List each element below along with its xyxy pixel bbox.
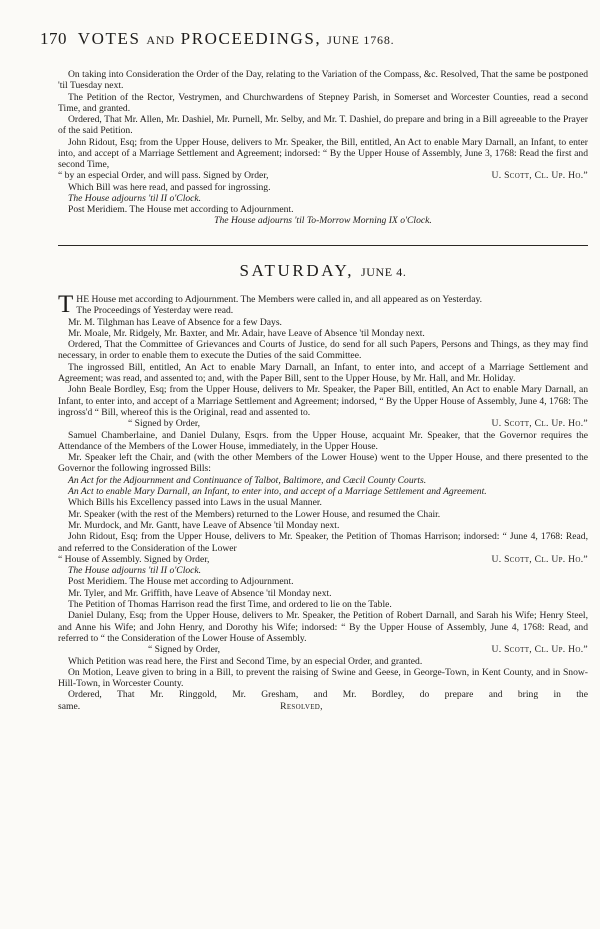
page-number: 170 (40, 29, 67, 48)
opening-paragraph: THE House met according to Adjournment. The Members were called in, and all appeared as on Yesterday. (58, 291, 483, 318)
day-heading: SATURDAY, JUNE 4. (239, 261, 407, 280)
paragraph: Which Bills his Excellency passed into Laws in the usual Manner. (68, 497, 322, 509)
paragraph: Mr. M. Tilghman has Leave of Absence for a few Days. (68, 316, 282, 328)
paragraph: Ordered, That the Committee of Grievances and Courts of Justice, do send for all such Papers, Persons and Things, as they may find necessary, in order to enable them to execute the Duties of the said Committee. (58, 339, 588, 362)
catchword: Resolved, (280, 700, 323, 712)
paragraph: On Motion, Leave given to bring in a Bill, to prevent the raising of Swine and Geese, in George-Town, in Kent County, and in Snow-Hill-Town, in Worcester County. (58, 666, 588, 690)
paragraph: The Petition of Thomas Harrison read the first Time, and ordered to lie on the Table. (68, 599, 392, 611)
paragraph: Ordered, That Mr. Ringgold, Mr. Gresham, and Mr. Bordley, do prepare and bring in the same. Resolved, (58, 689, 588, 712)
paragraph: Which Petition was read here, the First and Second Time, by an especial Order, and granted. (68, 655, 423, 667)
paragraph: Daniel Dulany, Esq; from the Upper House, delivers to Mr. Speaker, the Petition of Robert Darnall, and Sarah his Wife; Henry Steel, and Anne his Wife; and John Henry, and Dorothy his Wife; indorsed: “ By the Upper House of Assembly, June 4, 1768: Read, and referred to “ the Consideration of the Lower House of Assembly. (58, 610, 588, 644)
signature-line: “ Signed by Order, U. Scott, Cl. Up. Ho.” (148, 644, 588, 656)
paragraph: The Petition of the Rector, Vestrymen, and Churchwardens of Stepney Parish, in Somerset and Worcester Counties, read a second Time, and granted. (58, 91, 588, 114)
bill-title: An Act to enable Mary Darnall, an Infant, to enter into, and accept of a Marriage Settlement and Agreement. (68, 486, 487, 498)
header-date: JUNE 1768. (327, 33, 395, 47)
paragraph: Mr. Murdock, and Mr. Gantt, have Leave of Absence 'til Monday next. (68, 519, 340, 531)
signature-line: “ by an especial Order, and will pass. Signed by Order, U. Scott, Cl. Up. Ho.” (58, 170, 588, 182)
signature-line: “ Signed by Order, U. Scott, Cl. Up. Ho.” (128, 418, 588, 430)
saturday-proceedings (58, 291, 588, 712)
paragraph: John Ridout, Esq; from the Upper House, delivers to Mr. Speaker, the Petition of Thomas Harrison; indorsed: “ June 4, 1768: Read, and referred to the Consideration of the Lower (58, 531, 588, 554)
paragraph: On taking into Consideration the Order of the Day, relating to the Variation of the Compass, &c. Resolved, That the same be postponed 'til Tuesday next. (58, 69, 588, 92)
adjournment-note: The House adjourns 'til II o'Clock. (68, 192, 202, 204)
adjournment-note: The House adjourns 'til II o'Clock. (68, 565, 202, 577)
paragraph: Mr. Speaker left the Chair, and (with the other Members of the Lower House) went to the Upper House, and there presented to the Governor the following ingrossed Bills: (58, 452, 588, 475)
paragraph: The ingrossed Bill, entitled, An Act to enable Mary Darnall, an Infant, to enter into, and accept of a Marriage Settlement and Agreement; was read, and assented to; and, with the Paper Bill, sent to the Upper House, by Mr. Hall, and Mr. Holiday. (58, 361, 588, 385)
running-title: VOTES AND PROCEEDINGS, JUNE 1768. (77, 29, 395, 48)
adjournment-note: The House adjourns 'til To-Morrow Morning IX o'Clock. (214, 215, 432, 227)
paragraph: John Ridout, Esq; from the Upper House, delivers to Mr. Speaker, the Bill, entitled, An Act to enable Mary Darnall, an Infant, to enter into, and accept of a Marriage Settlement and Agreement; indorsed: “ By the Upper House of Assembly, June 3, 1768: Read the first and second Time, (58, 136, 588, 170)
paragraph: Samuel Chamberlaine, and Daniel Dulany, Esqrs. from the Upper House, acquaint Mr. Speaker, that the Governor requires the Attendance of the Members of the Lower House, immediately, in the Upper House. (58, 429, 588, 452)
friday-proceedings (58, 69, 588, 227)
signature-line: “ House of Assembly. Signed by Order, U. Scott, Cl. Up. Ho.” (58, 553, 588, 565)
paragraph: Ordered, That Mr. Allen, Mr. Dashiel, Mr. Purnell, Mr. Selby, and Mr. T. Dashiel, do prepare and bring in a Bill agreeable to the Prayer of the said Petition. (58, 114, 588, 137)
paragraph: Post Meridiem. The House met according to Adjournment. (68, 576, 294, 588)
paragraph: John Beale Bordley, Esq; from the Upper House, delivers to Mr. Speaker, the Paper Bill, entitled, An Act to enable Mary Darnall, an Infant, to enter into, and accept of a Marriage Settlement and Agreement; indorsed, “ By the Upper House of Assembly, June 4, 1768: The ingross'd “ Bill, whereof this is the Original, read and assented to. (58, 384, 588, 418)
paragraph: Which Bill was here read, and passed for ingrossing. (68, 181, 271, 193)
paragraph: Post Meridiem. The House met according to Adjournment. (68, 204, 294, 215)
paragraph: The Proceedings of Yesterday were read. (76, 305, 234, 317)
paragraph: Mr. Tyler, and Mr. Griffith, have Leave of Absence 'til Monday next. (68, 587, 332, 599)
section-divider (58, 245, 588, 246)
running-header (40, 29, 585, 55)
paragraph: Mr. Speaker (with the rest of the Members) returned to the Lower House, and resumed the Chair. (68, 508, 441, 520)
drop-cap: T (58, 291, 74, 318)
paragraph: Mr. Moale, Mr. Ridgely, Mr. Baxter, and Mr. Adair, have Leave of Absence 'til Monday next. (68, 327, 425, 339)
bill-title: An Act for the Adjournment and Continuance of Talbot, Baltimore, and Cæcil County Courts. (68, 474, 427, 486)
